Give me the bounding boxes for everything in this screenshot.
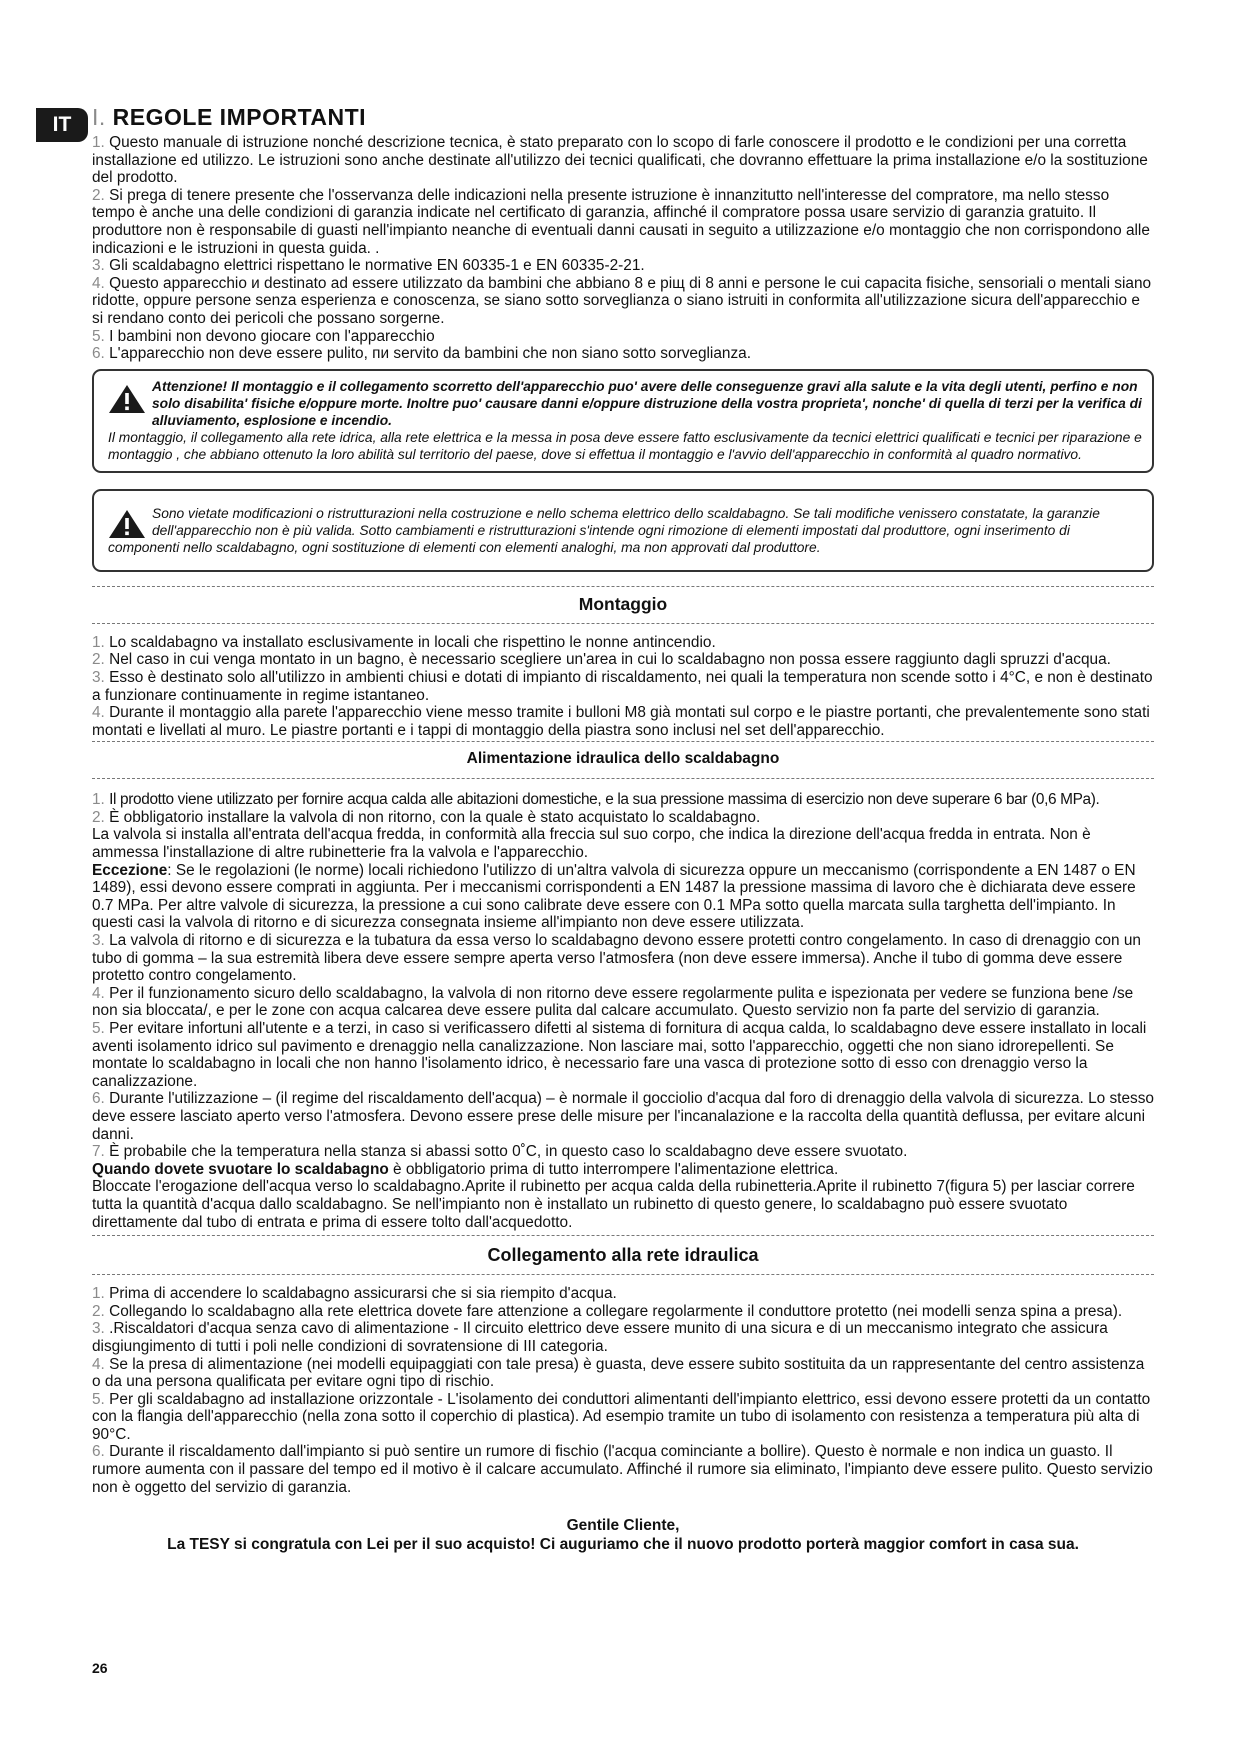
list-item bbox=[92, 669, 1154, 704]
item-text: Prima di accendere lo scaldabagno assicurarsi che si sia riempito d'acqua. bbox=[109, 1285, 617, 1303]
item-text: Esso è destinato solo all'utilizzo in ambienti chiusi e dotati di impianto di riscaldamento, nei quali la temperatura non scende sotto i 4°C, e non è destinato a funzionare continuamente in regime istantaneo. bbox=[92, 668, 1153, 704]
item-number: 3. bbox=[92, 1320, 105, 1338]
item-text: Si prega di tenere presente che l'osservanza delle indicazioni nella presente istruzione è innanzitutto nell'interesse del compratore, ma nello stesso tempo è anche una delle condizioni di garanzia indicate nel certificato di garanzia, affinché il compratore possa usare servizio di garanzia gratuito. Il produttore non è responsabile di guasti nell'impianto neanche di eventuali danni causati in seguito a utilizzazione e/o montaggio che non corrispondono alle indicazioni e le istruzioni in questa guida. . bbox=[92, 186, 1150, 257]
divider bbox=[92, 623, 1154, 624]
item-number: 4. bbox=[92, 704, 105, 722]
item-number: 2. bbox=[92, 186, 105, 204]
item-text: I bambini non devono giocare con l'apparecchio bbox=[109, 327, 435, 345]
item-number: 2. bbox=[92, 651, 105, 669]
item-text: Questo manuale di istruzione nonché descrizione tecnica, è stato preparato con lo scopo di farle conoscere il prodotto e le condizioni per una corretta installazione ed utilizzo. Le istruzioni sono anche destinate all'utilizzo dei tecnici qualificati, che dovranno effettuare la prima installazione e/o la sostituzione del prodotto. bbox=[92, 134, 1148, 187]
section-title-collegamento: Collegamento alla rete idraulica bbox=[487, 1245, 759, 1266]
list-item bbox=[92, 275, 1154, 328]
item-number: 1. bbox=[92, 633, 105, 651]
rules-list bbox=[92, 134, 1154, 363]
divider bbox=[92, 586, 1154, 587]
item-number: 4. bbox=[92, 1355, 105, 1373]
item-number: 6. bbox=[92, 345, 105, 363]
item-text: Nel caso in cui venga montato in un bagno, è necessario scegliere un'area in cui lo scaldabagno non possa essere raggiunto dagli spruzzi d'acqua. bbox=[109, 651, 1111, 669]
item-number: 5. bbox=[92, 327, 105, 345]
divider bbox=[92, 778, 1154, 779]
list-item bbox=[92, 634, 1154, 652]
closing-line-2: La TESY si congratula con Lei per il suo acquisto! Ci auguriamo che il nuovo prodotto porterà maggior comfort in casa sua. bbox=[167, 1536, 1079, 1554]
title-text: REGOLE IMPORTANTI bbox=[112, 104, 367, 130]
item-text: L'apparecchio non deve essere pulito, пи servito da bambini che non siano sotto sorveglianza. bbox=[109, 345, 751, 363]
idraulica-section bbox=[92, 791, 1154, 1231]
list-item: 6. Durante l'utilizzazione – (il regime del riscaldamento dell'acqua) – è normale il gocciolio d'acqua dal foro di drenaggio della valvola di sicurezza. Lo stesso deve essere lasciato aperto verso l'atmosfera. Devono essere prese delle misure per l'incanalazione e la raccolta della quantità deflussa, per evitare alcuni danni. bbox=[92, 1090, 1154, 1143]
list-item bbox=[92, 345, 1154, 363]
warning-2-text: Sono vietate modificazioni o ristrutturazioni nella costruzione e nello schema elettrico dello scaldabagno. Se tali modifiche venissero constatate, la garanzie dell'apparecchio non è più valida. Sotto cambiamenti e ristrutturazioni s'intende ogni rimozione di elementi impostati dal produttore, ogni inserimento di componenti nello scaldabagno, ogni sostituzione di elementi con elementi analoghi, ma non approvati dal produttore. bbox=[108, 505, 1100, 555]
item-text: Questo apparecchio и destinato ad essere utilizzato da bambini che abbiano 8 e рiщ di 8 anni e persone le cui capacita fisiche, sensoriali o mentali siano ridotte, oppure persone senza esperienza e conoscenza, se siano sotto sorveglianza o siano istruiti in conformita all'utilizzazione sicura dell'apparecchio e si rendano conto dei pericoli che possano sorgerne. bbox=[92, 274, 1152, 327]
list-item: 7. È probabile che la temperatura nella stanza si abassi sotto 0˚C, in questo caso lo scaldabagno deve essere svuotato. bbox=[92, 1143, 908, 1161]
paragraph: La valvola si installa all'entrata dell'acqua fredda, in conformità alla freccia sul suo corpo, che indica la direzione dell'acqua fredda in entrata. Non è ammessa l'installazione di altre rubinetterie fra la valvola e l'apparecchio. bbox=[92, 826, 1091, 862]
item-number: 1. bbox=[92, 1285, 105, 1303]
item-text: Gli scaldabagno elettrici rispettano le normative EN 60335-1 e EN 60335-2-21. bbox=[109, 257, 645, 275]
content bbox=[92, 104, 1154, 1554]
item-number: 3. bbox=[92, 257, 105, 275]
closing-line-1: Gentile Cliente, bbox=[566, 1517, 680, 1535]
item-number: 1. bbox=[92, 134, 105, 151]
item-number: 2. bbox=[92, 1302, 105, 1320]
item-text: Durante il montaggio alla parete l'apparecchio viene messo tramite i bulloni M8 già montati sul corpo e le piastre portanti, che prevalentemente sono stati montati e livellati al muro. Le piastre portanti e i tappi di montaggio della piastra sono inclusi nel set dell'apparecchio. bbox=[92, 704, 1150, 739]
warning-1-bold: Attenzione! Il montaggio e il collegamento scorretto dell'apparecchio puo' avere delle conseguenze gravi alla salute e la vita degli utenti, perfino e non solo disabilita' fisiche e/oppure morte. Inoltre puo' causare danni e/oppure distruzione della vostra proprieta', nonche' di quella di terzi per la verifica di alluviamento, esplosione e incendio. bbox=[152, 378, 1142, 428]
list-item bbox=[92, 187, 1154, 257]
list-item: 5. Per evitare infortuni all'utente e a terzi, in caso si verificassero difetti al sistema di fornitura di acqua calda, lo scaldabagno deve essere installato in locali aventi isolamento idrico sul pavimento e drenaggio nella canalizzazione. Non lasciare mai, sotto l'apparecchio, oggetti che non siano idrorepellenti. Se montate lo scaldabagno in locali che non hanno l'isolamento idrico, è necessario fare una vasca di protezione sotto di esso con drenaggio verso la canalizzazione. bbox=[92, 1020, 1147, 1090]
page-number: 26 bbox=[92, 1660, 108, 1676]
divider bbox=[92, 1274, 1154, 1275]
drain-paragraph: Quando dovete svuotare lo scaldabagno è obbligatorio prima di tutto interrompere l'alimentazione elettrica. bbox=[92, 1160, 839, 1178]
paragraph: Bloccate l'erogazione dell'acqua verso lo scaldabagno.Aprite il rubinetto per acqua calda della rubinetteria.Aprite il rubinetto 7(figura 5) per lasciar correre tutta la quantità d'acqua dallo scaldabagno. Se nell'impianto non è installato un rubinetto di questo genere, lo scaldabagno può essere svuotato direttamente dal tubo di entrata e prima di essere tolto dall'acquedotto. bbox=[92, 1178, 1135, 1231]
list-item: 1. Il prodotto viene utilizzato per fornire acqua calda alle abitazioni domestiche, e la sua pressione massima di esercizio non deve superare 6 bar (0,6 MPa). bbox=[92, 791, 1100, 809]
closing-message bbox=[92, 1516, 1154, 1554]
list-item: 4. Per il funzionamento sicuro dello scaldabagno, la valvola di non ritorno deve essere regolarmente pulita e ispezionata per vedere se funziona bene /se non sia bloccata/, e per le zone con acqua calcarea deve essere pulita dal calcare accumulato. Questo servizio non fa parte del servizio di garanzia. bbox=[92, 984, 1134, 1020]
title-number: I. bbox=[92, 104, 106, 130]
list-item: 2. È obbligatorio installare la valvola di non ritorno, con la quale è stato acquistato lo scaldabagno. bbox=[92, 808, 761, 826]
item-text: Collegando lo scaldabagno alla rete elettrica dovete fare attenzione a collegare regolarmente il conduttore protetto (nei modelli senza spina a presa). bbox=[109, 1302, 1123, 1320]
divider bbox=[92, 1235, 1154, 1236]
item-text: Lo scaldabagno va installato esclusivamente in locali che rispettino le nonne antincendio. bbox=[109, 633, 716, 651]
item-text: Per gli scaldabagno ad installazione orizzontale - L'isolamento dei conduttori alimentanti dell'impianto elettrico, essi devono essere protetti da un contatto con la flangia dell'apparecchio (nella zona sotto il coperchio di plastica). Ad esempio tramite un tubo di isolamento con resistenza a temperatura più alta di 90°C. bbox=[92, 1390, 1151, 1443]
warning-triangle-icon bbox=[108, 384, 146, 414]
montaggio-list bbox=[92, 634, 1154, 740]
item-number: 4. bbox=[92, 274, 105, 292]
exception-paragraph: Eccezione: Se le regolazioni (le norme) locali richiedono l'utilizzo di un'altra valvola di sicurezza oppure un meccanismo (corrispondente a EN 1487 o EN 1489), essi devono essere comprati in aggiunta. Per i meccanismi corrispondenti a EN 1487 la pressione massima di lavoro che è dichiarata deve essere 0.7 MPa. Per altre valvole di sicurezza, la pressione a cui sono calibrate deve essere con 0.1 MPa sotto quella marcata sulla targhetta dell'impianto. In questi casi la valvola di ritorno e di sicurezza consegnata insieme all'impianto non deve essere utilizzata. bbox=[92, 861, 1136, 932]
list-item bbox=[92, 704, 1154, 739]
list-item: 3. La valvola di ritorno e di sicurezza e la tubatura da essa verso lo scaldabagno devono essere protetti contro congelamento. In caso di drenaggio con un tubo di gomma – la sua estremità libera deve essere sempre aperta verso l'atmosfera (non deve essere immersa). Anche il tubo di gomma deve essere protetto contro congelamento. bbox=[92, 932, 1141, 985]
item-number: 6. bbox=[92, 1443, 105, 1461]
warning-box-2 bbox=[92, 489, 1154, 572]
item-number: 3. bbox=[92, 668, 105, 686]
list-item bbox=[92, 328, 1154, 346]
section-title-montaggio: Montaggio bbox=[578, 593, 668, 614]
list-item bbox=[92, 257, 1154, 275]
list-item bbox=[92, 1320, 1154, 1355]
warning-triangle-icon bbox=[108, 509, 146, 539]
list-item bbox=[92, 1443, 1154, 1496]
list-item bbox=[92, 134, 1154, 187]
list-item bbox=[92, 1391, 1154, 1444]
item-text: Se la presa di alimentazione (nei modelli equipaggiati con tale presa) è guasta, deve essere subito sostituita da un rappresentante del centro assistenza o da una persona qualificata per evitare ogni tipo di rischio. bbox=[92, 1355, 1145, 1391]
item-number: 5. bbox=[92, 1390, 105, 1408]
collegamento-list bbox=[92, 1285, 1154, 1496]
list-item bbox=[92, 651, 1154, 669]
language-tab: IT bbox=[36, 108, 88, 142]
item-text: Durante il riscaldamento dall'impianto si può sentire un rumore di fischio (l'acqua cominciante a bollire). Questo è normale e non indica un guasto. Il rumore aumenta con il passare del tempo ed il motivo è il calcare accumulato. Affinché il rumore sia eliminato, l'impianto deve essere pulito. Questo servizio non è oggetto del servizio di garanzia. bbox=[92, 1443, 1153, 1496]
item-text: .Riscaldatori d'acqua senza cavo di alimentazione - Il circuito elettrico deve essere munito di una sicura e di un meccanismo integrato che assicura disgiungimento di tutti i poli nelle condizioni di sovratensione di III categoria. bbox=[92, 1320, 1108, 1355]
page-title bbox=[92, 104, 1154, 130]
section-title-idraulica: Alimentazione idraulica dello scaldabagno bbox=[466, 750, 780, 768]
warning-1-text: Il montaggio, il collegamento alla rete idrica, alla rete elettrica e la messa in posa deve essere fatto esclusivamente da tecnici elettrici qualificati e tecnici per riparazione e montaggio , che abbiano ottenuto la loro abilità sul territorio del paese, dove si effettua il montaggio e l'avvio dell'apparecchio in conformità al quadro normativo. bbox=[108, 429, 1142, 462]
list-item bbox=[92, 1303, 1154, 1321]
list-item bbox=[92, 1356, 1154, 1391]
warning-box-1 bbox=[92, 369, 1154, 473]
list-item bbox=[92, 1285, 1154, 1303]
divider bbox=[92, 741, 1154, 742]
